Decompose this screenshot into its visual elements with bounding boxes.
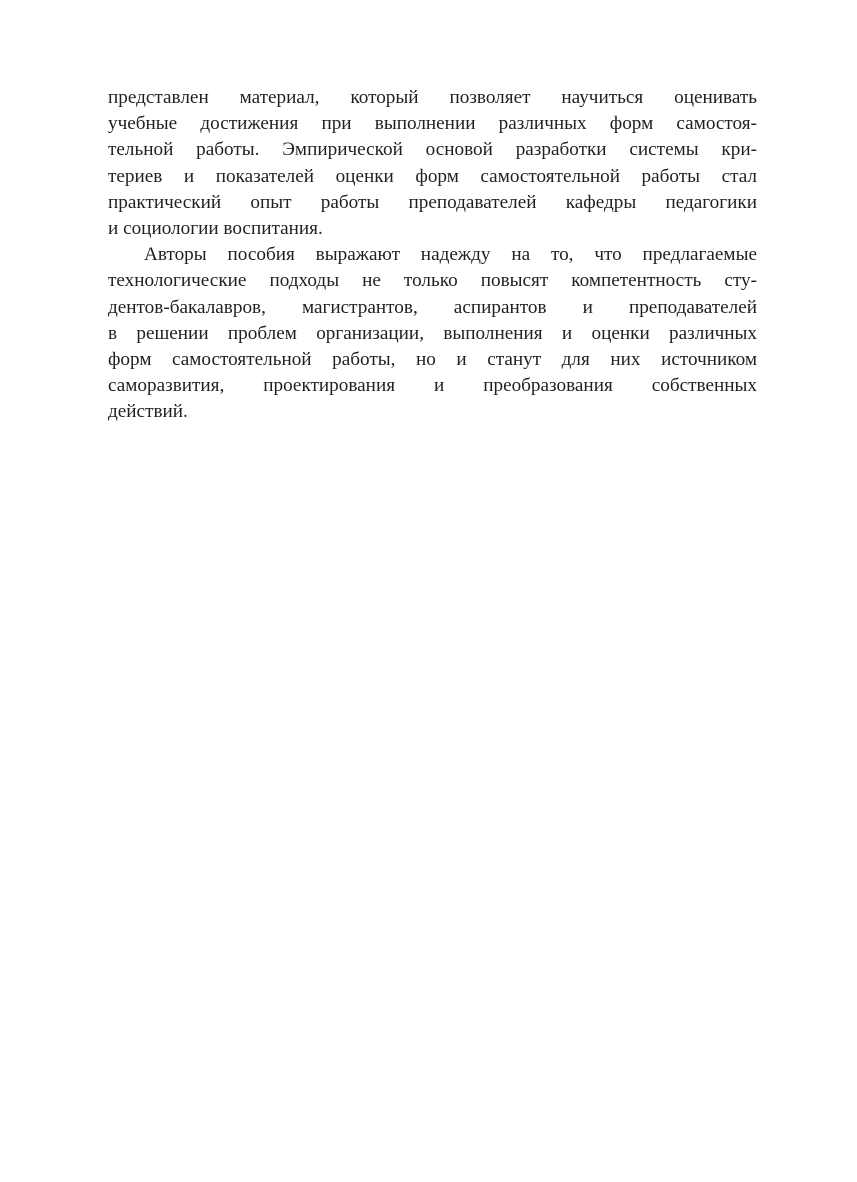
paragraph-line: и социологии воспитания. bbox=[108, 217, 323, 239]
paragraph-line: саморазвития, проектирования и преобразования собственных bbox=[108, 375, 757, 397]
paragraph-2 bbox=[108, 242, 757, 425]
paragraph-line: форм самостоятельной работы, но и станут для них источником bbox=[108, 348, 757, 370]
paragraph-line: тельной работы. Эмпирической основой разработки системы кри- bbox=[108, 139, 757, 161]
paragraph-line: в решении проблем организации, выполнения и оценки различных bbox=[108, 322, 757, 344]
paragraph-line: учебные достижения при выполнении различных форм самостоя- bbox=[108, 113, 757, 135]
paragraph-line: технологические подходы не только повысят компетентность сту- bbox=[108, 270, 757, 292]
paragraph-line: дентов-бакалавров, магистрантов, аспирантов и преподавателей bbox=[108, 296, 757, 318]
paragraph-1 bbox=[108, 85, 757, 242]
paragraph-line: Авторы пособия выражают надежду на то, что предлагаемые bbox=[144, 244, 757, 266]
paragraph-line: практический опыт работы преподавателей кафедры педагогики bbox=[108, 191, 757, 213]
body-text bbox=[108, 85, 757, 425]
paragraph-line: представлен материал, который позволяет научиться оценивать bbox=[108, 87, 757, 108]
paragraph-line: териев и показателей оценки форм самостоятельной работы стал bbox=[108, 165, 757, 187]
paragraph-line: действий. bbox=[108, 401, 188, 423]
